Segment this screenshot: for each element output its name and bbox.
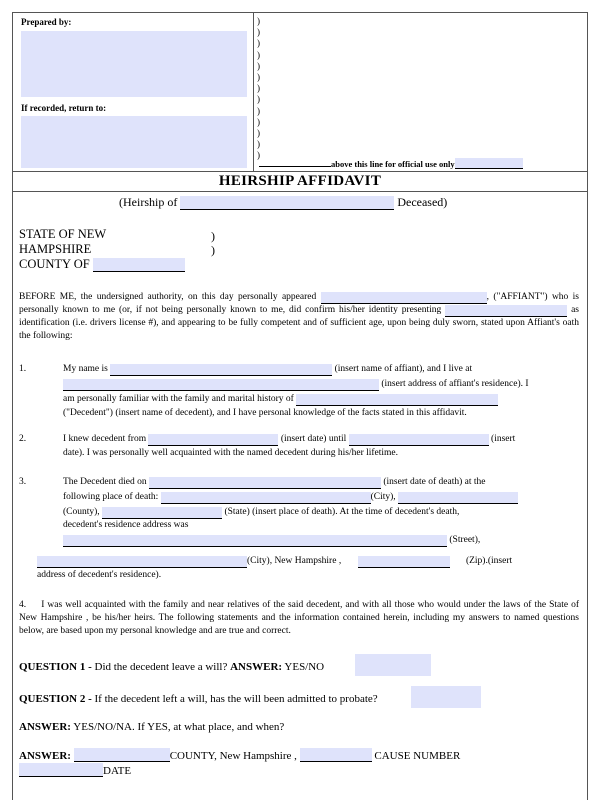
- question-2: QUESTION 2 - If the decedent left a will, has the will been admitted to probate?: [19, 693, 378, 705]
- prepared-by-label: Prepared by:: [21, 17, 72, 27]
- item-1-number: 1.: [19, 364, 27, 374]
- residence-city-field[interactable]: [37, 556, 247, 568]
- death-city-field[interactable]: [161, 492, 371, 504]
- county-field[interactable]: [93, 258, 185, 272]
- answer-3-date: DATE: [19, 763, 131, 777]
- death-county-field[interactable]: [102, 507, 222, 519]
- affiant-address-field[interactable]: [63, 379, 379, 391]
- item-2: I knew decedent from (insert date) until (insert date). I was personally well acquainted with the named decedent during his/her lifetime.: [63, 434, 516, 458]
- id-presented-field[interactable]: [445, 305, 567, 317]
- date-of-death-field[interactable]: [149, 477, 381, 489]
- page-title: HEIRSHIP AFFIDAVIT: [218, 173, 382, 189]
- subtitle: (Heirship of Deceased): [119, 195, 448, 209]
- state-line-1: STATE OF NEW: [19, 227, 107, 241]
- q1-answer-field[interactable]: [355, 654, 431, 676]
- question-1: QUESTION 1 - Did the decedent leave a will? ANSWER: YES/NO: [19, 661, 325, 673]
- item-3-number: 3.: [19, 477, 27, 487]
- death-extra-field[interactable]: [398, 492, 518, 504]
- title-band: [13, 171, 587, 192]
- state-block: [19, 227, 185, 272]
- answer-3: ANSWER: COUNTY, New Hampshire , CAUSE NUMBER: [19, 750, 461, 762]
- official-use-line: above this line for official use only: [259, 157, 523, 169]
- before-me-paragraph: BEFORE ME, the undersigned authority, on this day personally appeared , ("AFFIANT") who is personally known to me (or, if not being personally known to me, did confirm his/her identity presenting as identification (i.e. drivers license #), and appearing to be fully competent and of sufficient age, upon being duly sworn, stated upon Affiant's oath the following:: [19, 292, 580, 341]
- return-to-field[interactable]: [21, 116, 247, 168]
- residence-street-field[interactable]: [63, 535, 447, 547]
- item-3: The Decedent died on (insert date of death) at the following place of death: (City), (County), (State) (insert place of death). At the time of decedent's death, decedent's residence address was (Street),: [63, 476, 579, 547]
- header-divider: [253, 13, 254, 171]
- decedent-name-field[interactable]: [180, 196, 394, 210]
- probate-county-field[interactable]: [74, 748, 170, 762]
- probate-extra-field[interactable]: [300, 748, 372, 762]
- q2-answer-field[interactable]: [411, 686, 481, 708]
- state-line-2: HAMPSHIRE: [19, 242, 92, 256]
- if-recorded-label: If recorded, return to:: [21, 103, 107, 113]
- knew-from-date-field[interactable]: [148, 434, 278, 446]
- item-1: My name is (insert name of affiant), and I live at (insert address of affiant's residence). I am personally familiar with the family and marital history of ("Decedent") (insert name of decedent), and I have personal knowledge of the facts stated in this affidavit.: [63, 364, 529, 418]
- paren-column: ) ) ) ) ) ) ) ) ) ) ) ) ): [257, 16, 260, 161]
- item-3-tail: address of decedent's residence).: [37, 570, 162, 580]
- answer-2: ANSWER: YES/NO/NA. If YES, at what place, and when?: [19, 721, 285, 733]
- affiant-name-field[interactable]: [110, 364, 332, 376]
- item-2-number: 2.: [19, 434, 27, 444]
- residence-zip-field[interactable]: [358, 556, 450, 568]
- prepared-by-field[interactable]: [21, 31, 247, 97]
- county-line: COUNTY OF: [19, 257, 185, 272]
- affiant-appeared-field[interactable]: [321, 292, 487, 304]
- state-paren: ) ): [211, 229, 215, 257]
- decedent-history-field[interactable]: [296, 394, 498, 406]
- item-3-city-line: (City), New Hampshire , (Zip).(insert: [37, 555, 512, 568]
- document-page: [12, 12, 588, 800]
- item-4: 4. I was well acquainted with the family and near relatives of the said decedent, and with all those who would under the laws of the State of New Hampshire , be his/her heirs. The following statements and the information contained herein, including my answers to named questions below, are based upon my personal knowledge and are true and correct.: [19, 600, 580, 636]
- header-box: [13, 13, 587, 172]
- knew-until-date-field[interactable]: [349, 434, 489, 446]
- probate-date-field[interactable]: [19, 763, 103, 777]
